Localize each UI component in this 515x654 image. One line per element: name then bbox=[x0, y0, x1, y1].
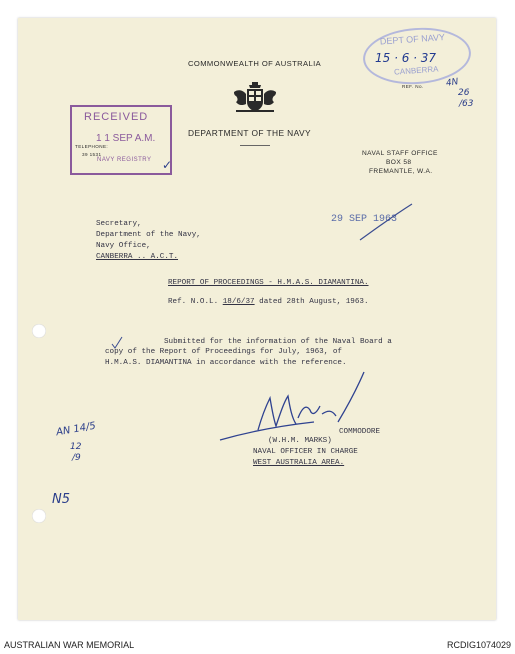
address-line-2: Department of the Navy, bbox=[96, 231, 201, 239]
ref-label: REF. No. bbox=[402, 84, 424, 89]
date-stamp-stroke bbox=[356, 200, 416, 244]
margin-note-line-2: 12 bbox=[70, 442, 82, 452]
signature-title-2: WEST AUSTRALIA AREA. bbox=[253, 459, 345, 467]
ref-annotation-line-3: /63 bbox=[459, 99, 474, 109]
received-stamp-title: RECEIVED bbox=[84, 111, 149, 123]
footer-record-id: RCDIG1074029 bbox=[446, 640, 511, 650]
reference-line bbox=[168, 298, 369, 306]
telephone-label: TELEPHONE: bbox=[75, 144, 109, 149]
address-line-3: Navy Office, bbox=[96, 242, 151, 250]
dept-stamp-top: DEPT OF NAVY bbox=[379, 32, 446, 47]
ref-annotation-line-2: 26 bbox=[458, 88, 470, 98]
signature-rank: COMMODORE bbox=[339, 428, 381, 436]
body-line-2: copy of the Report of Proceedings for July, 1963, of bbox=[105, 348, 342, 356]
body-line-1: Submitted for the information of the Naval Board a bbox=[164, 338, 392, 346]
footer-source: AUSTRALIAN WAR MEMORIAL bbox=[4, 640, 135, 650]
document-page bbox=[18, 18, 496, 620]
handwritten-initials: N5 bbox=[52, 492, 70, 507]
address-line-4: CANBERRA .. A.C.T. bbox=[96, 253, 179, 261]
reference-number: 18/6/37 bbox=[222, 298, 255, 306]
office-line-2: BOX 58 bbox=[386, 159, 412, 166]
heading-rule bbox=[240, 145, 270, 146]
punch-hole-bottom bbox=[32, 509, 46, 523]
department-heading: DEPARTMENT OF THE NAVY bbox=[188, 128, 311, 138]
margin-note-line-3: /9 bbox=[72, 453, 81, 463]
commonwealth-heading: COMMONWEALTH OF AUSTRALIA bbox=[188, 59, 322, 68]
reference-prefix: Ref. N.O.L. bbox=[168, 298, 219, 306]
dept-stamp-date: 15 · 6 · 37 bbox=[375, 51, 437, 65]
coat-of-arms-icon bbox=[230, 80, 280, 114]
tick-mark: ✓ bbox=[162, 158, 173, 172]
received-stamp-registry: NAVY REGISTRY bbox=[97, 157, 152, 163]
ref-annotation-line-1: 4N bbox=[445, 77, 460, 89]
punch-hole-top bbox=[32, 324, 46, 338]
margin-note-line-1: AN 14/5 bbox=[55, 420, 97, 439]
subject-line: REPORT OF PROCEEDINGS - H.M.A.S. DIAMANTINA. bbox=[168, 279, 369, 287]
signature-title-1: NAVAL OFFICER IN CHARGE bbox=[253, 448, 358, 456]
address-line-1: Secretary, bbox=[96, 220, 142, 228]
office-line-1: NAVAL STAFF OFFICE bbox=[362, 150, 438, 157]
received-stamp bbox=[70, 105, 172, 175]
body-line-3: H.M.A.S. DIAMANTINA in accordance with the reference. bbox=[105, 359, 347, 367]
body-check-mark bbox=[110, 336, 124, 350]
date-stamp: 29 SEP 1963 bbox=[331, 214, 398, 225]
telephone-number: 39 1531 bbox=[82, 152, 102, 157]
received-stamp-date: 1 1 SEP A.M. bbox=[96, 133, 156, 144]
dept-stamp-bottom: CANBERRA bbox=[393, 64, 439, 77]
office-line-3: FREMANTLE, W.A. bbox=[369, 168, 433, 175]
reference-suffix: dated 28th August, 1963. bbox=[259, 298, 369, 306]
signature-name: (W.H.M. MARKS) bbox=[268, 437, 332, 445]
